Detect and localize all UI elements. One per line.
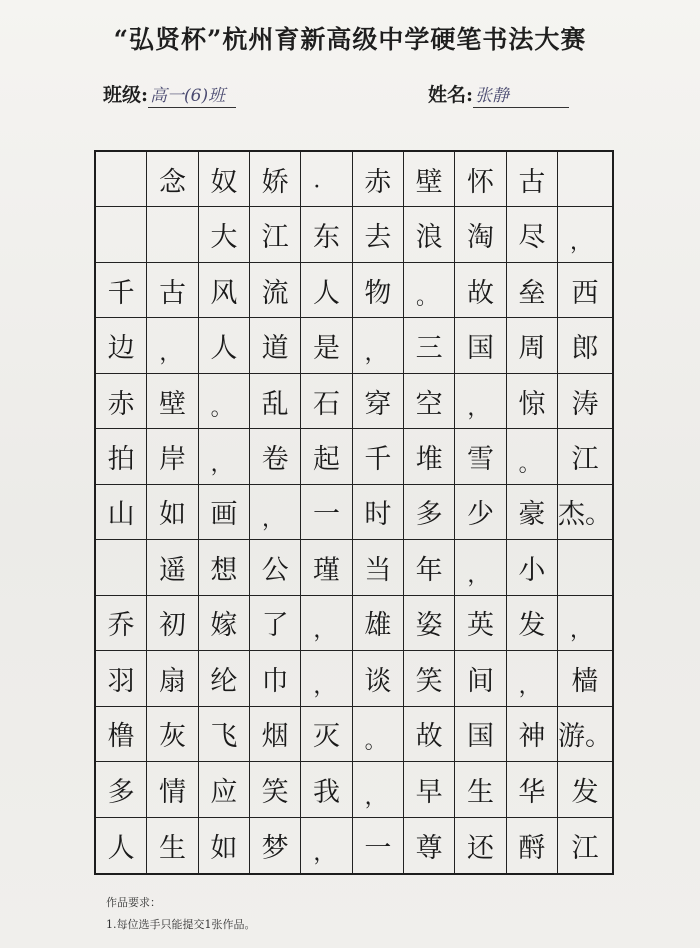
grid-cell: 淘 (455, 207, 506, 262)
grid-cell: ， (147, 318, 198, 373)
grid-cell: 卷 (250, 429, 301, 484)
grid-cell: 间 (455, 651, 506, 706)
grid-cell: 发 (507, 596, 558, 651)
class-value: 高一(6)班 (148, 81, 236, 108)
grid-cell: 遥 (147, 540, 198, 595)
grid-cell: 灰 (147, 707, 198, 762)
grid-cell: 垒 (507, 263, 558, 318)
grid-cell: 娇 (250, 152, 301, 207)
grid-cell: 。 (353, 707, 404, 762)
grid-cell: 流 (250, 263, 301, 318)
grid-cell: 年 (404, 540, 455, 595)
grid-cell: ， (301, 818, 352, 873)
grid-cell: 壁 (404, 152, 455, 207)
grid-cell: ， (558, 207, 612, 262)
grid-cell: 故 (404, 707, 455, 762)
grid-cell: ， (199, 429, 250, 484)
grid-cell: 念 (147, 152, 198, 207)
grid-cell: 东 (301, 207, 352, 262)
grid-cell: 国 (455, 707, 506, 762)
grid-cell (96, 540, 147, 595)
grid-cell: 千 (353, 429, 404, 484)
name-field (428, 80, 569, 108)
writing-grid (94, 150, 614, 875)
grid-cell: 尽 (507, 207, 558, 262)
name-label: 姓名: (428, 84, 474, 106)
grid-cell: 赤 (96, 374, 147, 429)
grid-cell: 了 (250, 596, 301, 651)
grid-cell: 梦 (250, 818, 301, 873)
grid-cell: ， (301, 651, 352, 706)
grid-cell: 郎 (558, 318, 612, 373)
class-label: 班级: (103, 84, 149, 106)
grid-cell: 发 (558, 762, 612, 817)
grid-cell (147, 207, 198, 262)
grid-cell: 赤 (353, 152, 404, 207)
grid-cell: 穿 (353, 374, 404, 429)
grid-cell: 羽 (96, 651, 147, 706)
grid-cell: ， (455, 374, 506, 429)
grid-cell: 小 (507, 540, 558, 595)
grid-cell: 尊 (404, 818, 455, 873)
grid-cell: 江 (250, 207, 301, 262)
grid-cell: 巾 (250, 651, 301, 706)
grid-cell: 浪 (404, 207, 455, 262)
grid-cell: 烟 (250, 707, 301, 762)
grid-cell: 公 (250, 540, 301, 595)
grid-cell: ， (507, 651, 558, 706)
notes-heading: 作品要求： (106, 896, 161, 909)
grid-cell: ， (250, 485, 301, 540)
grid-cell (558, 540, 612, 595)
grid-cell: 怀 (455, 152, 506, 207)
grid-cell: 游。 (558, 707, 612, 762)
grid-cell: 道 (250, 318, 301, 373)
grid-cell: 去 (353, 207, 404, 262)
grid-cell: 我 (301, 762, 352, 817)
grid-cell: 起 (301, 429, 352, 484)
grid-cell: ， (301, 596, 352, 651)
grid-cell: 樯 (558, 651, 612, 706)
grid-cell: 一 (353, 818, 404, 873)
grid-cell: 江 (558, 429, 612, 484)
grid-cell: 是 (301, 318, 352, 373)
grid-cell: 物 (353, 263, 404, 318)
grid-cell: 想 (199, 540, 250, 595)
grid-cell: 灭 (301, 707, 352, 762)
grid-cell: 古 (147, 263, 198, 318)
grid-cell (558, 152, 612, 207)
grid-cell: 笑 (404, 651, 455, 706)
grid-cell: 时 (353, 485, 404, 540)
grid-cell: ， (558, 596, 612, 651)
grid-cell: 少 (455, 485, 506, 540)
grid-cell: 笑 (250, 762, 301, 817)
grid-cell: 嫁 (199, 596, 250, 651)
grid-cell: 瑾 (301, 540, 352, 595)
requirements-notes (106, 892, 256, 936)
grid-cell: 雄 (353, 596, 404, 651)
grid-cell: 画 (199, 485, 250, 540)
grid-cell: 人 (96, 818, 147, 873)
grid-cell: 扇 (147, 651, 198, 706)
grid-cell: 一 (301, 485, 352, 540)
grid-cell: 雪 (455, 429, 506, 484)
grid-cell: 惊 (507, 374, 558, 429)
grid-cell: 。 (404, 263, 455, 318)
grid-cell: 江 (571, 832, 599, 864)
grid-cell: 多 (96, 762, 147, 817)
grid-cell: 西 (558, 263, 612, 318)
grid-cell: 拍 (96, 429, 147, 484)
notes-line-1: 1.每位选手只能提交1张作品。 (106, 918, 256, 931)
grid-cell: 初 (147, 596, 198, 651)
grid-cell (96, 207, 147, 262)
grid-cell: 国 (455, 318, 506, 373)
class-field (103, 80, 236, 108)
grid-cell: 千 (96, 263, 147, 318)
grid-cell: 应 (199, 762, 250, 817)
grid-cell: 豪 (507, 485, 558, 540)
grid-cell: 英 (455, 596, 506, 651)
grid-cell: 空 (404, 374, 455, 429)
grid-cell: 杰。 (558, 485, 612, 540)
grid-cell: 三 (404, 318, 455, 373)
grid-cell: 涛 (558, 374, 612, 429)
grid-cell: 堆 (404, 429, 455, 484)
grid-cell: 周 (507, 318, 558, 373)
grid-cell: 纶 (199, 651, 250, 706)
grid-cell: 故 (455, 263, 506, 318)
page-title: “弘贤杯”杭州育新高级中学硬笔书法大赛 (113, 25, 587, 54)
grid-cell: 如 (199, 818, 250, 873)
grid-cell: 边 (96, 318, 147, 373)
grid-cell: 人 (301, 263, 352, 318)
grid-cell: 生 (455, 762, 506, 817)
grid-cell: 当 (353, 540, 404, 595)
grid-cell: 。 (507, 429, 558, 484)
grid-cell: 山 (96, 485, 147, 540)
grid-cell: 乔 (96, 596, 147, 651)
grid-cell: 生 (147, 818, 198, 873)
grid-cell: 酹 (507, 818, 558, 873)
grid-cell: 神 (507, 707, 558, 762)
grid-cell: 岸 (147, 429, 198, 484)
grid-cell: ， (455, 540, 506, 595)
grid-cell: 人 (199, 318, 250, 373)
grid-cell: 华 (507, 762, 558, 817)
grid-cell: ， (353, 762, 404, 817)
grid-cell: 。 (199, 374, 250, 429)
grid-cell: ， (353, 318, 404, 373)
grid-cell: 壁 (147, 374, 198, 429)
grid-cell: 橹 (96, 707, 147, 762)
name-value: 张静 (473, 81, 569, 108)
grid-cell: 情 (147, 762, 198, 817)
grid-cell: 飞 (199, 707, 250, 762)
grid-cell: 大 (199, 207, 250, 262)
grid-cell (96, 152, 147, 207)
grid-cell: 古 (507, 152, 558, 207)
grid-cell: 姿 (404, 596, 455, 651)
grid-cell: 还 (455, 818, 506, 873)
grid-cell: 多 (404, 485, 455, 540)
grid-cell: · (301, 152, 352, 207)
grid-cell: 谈 (353, 651, 404, 706)
grid-cell: 乱 (250, 374, 301, 429)
grid-cell: 石 (301, 374, 352, 429)
grid-cell: 奴 (199, 152, 250, 207)
grid-cell: 风 (199, 263, 250, 318)
grid-cell: 如 (147, 485, 198, 540)
grid-cell: 早 (404, 762, 455, 817)
